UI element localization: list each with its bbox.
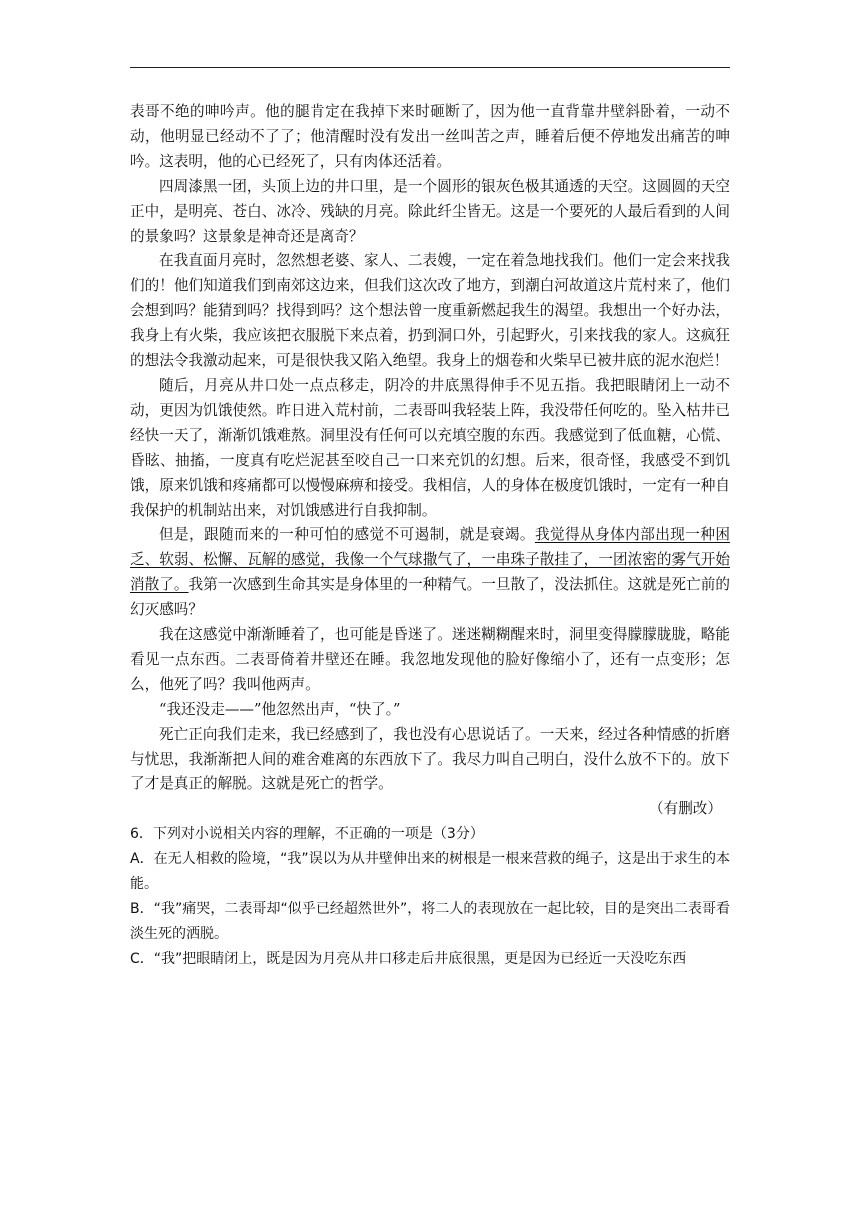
paragraph-5-tail: 我第一次感到生命其实是身体里的一种精气。一旦散了，没法抓住。这就是死亡前的幻灭感吗？	[130, 576, 730, 619]
option-a: A．在无人相救的险境，“我”误以为从井壁伸出来的树根是一根来营救的绳子，这是出于求生的本能。	[130, 851, 730, 893]
paragraph-5-lead: 但是，跟随而来的一种可怕的感觉不可遏制，就是衰竭。	[159, 526, 535, 544]
source-note: （有删改）	[649, 800, 722, 818]
paragraph-1: 表哥不绝的呻吟声。他的腿肯定在我掉下来时砸断了，因为他一直背靠井壁斜卧着，一动不动，他明显已经动不了了；他清醒时没有发出一丝叫苦之声，睡着后便不停地发出痛苦的呻吟。这表明，他的心已经死了，只有肉体还活着。	[130, 103, 730, 170]
paragraph-3: 在我直面月亮时，忽然想老婆、家人、二表嫂，一定在着急地找我们。他们一定会来找我们的！他们知道我们到南郊这边来，但我们这次改了地方，到潮白河故道这片荒村来了，他们会想到吗？能猜到吗？找得到吗？这个想法曾一度重新燃起我生的渴望。我想出一个好办法，我身上有火柴，我应该把衣服脱下来点着，扔到洞口外，引起野火，引来找我的家人。这疯狂的想法令我激动起来，可是很快我又陷入绝望。我身上的烟卷和火柴早已被井底的泥水泡烂！	[130, 252, 730, 370]
paragraph-6: 我在这感觉中渐渐睡着了，也可能是昏迷了。迷迷糊糊醒来时，洞里变得朦朦胧胧，略能看见一点东西。二表哥倚着井壁还在睡。我忽地发现他的脸好像缩小了，还有一点变形；怎么，他死了吗？我叫他两声。	[130, 626, 730, 693]
header-rule	[130, 67, 730, 68]
paragraph-8: 死亡正向我们走来，我已经感到了，我也没有心思说话了。一天来，经过各种情感的折磨与忧思，我渐渐把人间的难舍难离的东西放下了。我尽力叫自己明白，没什么放不下的。放下了才是真正的解脱。这就是死亡的哲学。	[130, 725, 730, 793]
option-c: C．“我”把眼睛闭上，既是因为月亮从井口移走后井底很黑，更是因为已经近一天没吃东西	[130, 950, 687, 967]
passage-body	[130, 100, 730, 972]
question-stem: 6．下列对小说相关内容的理解，不正确的一项是（3分）	[130, 826, 484, 843]
paragraph-4: 随后，月亮从井口处一点点移走，阴冷的井底黑得伸手不见五指。我把眼睛闭上一动不动，更因为饥饿使然。昨日进入荒村前，二表哥叫我轻装上阵，我没带任何吃的。坠入枯井已经快一天了，渐渐饥饿难熬。洞里没有任何可以充填空腹的东西。我感觉到了低血糖，心慌、昏眩、抽搐，一度真有吃烂泥甚至咬自己一口来充饥的幻想。后来，很奇怪，我感受不到饥饿，原来饥饿和疼痛都可以慢慢麻痹和接受。我相信，人的身体在极度饥饿时，一定有一种自我保护的机制站出来，对饥饿感进行自我抑制。	[130, 376, 730, 519]
paragraph-2: 四周漆黑一团，头顶上边的井口里，是一个圆形的银灰色极其通透的天空。这圆圆的天空正中，是明亮、苍白、冰冷、残缺的月亮。除此纤尘皆无。这是一个要死的人最后看到的人间的景象吗？这景象是神奇还是离奇？	[130, 177, 730, 245]
underlined-sentence: 我觉得从身体内部出现一种困乏、软弱、松懈、瓦解的感觉，我像一个气球撒气了，一串珠子散挂了，一团浓密的雾气开始消散了。	[130, 526, 730, 594]
paragraph-7: “我还没走——”他忽然出声，“快了。”	[159, 700, 401, 718]
paragraph-5	[130, 523, 730, 623]
option-b: B．“我”痛哭，二表哥却“似乎已经超然世外”，将二人的表现放在一起比较，目的是突出二表哥看淡生死的洒脱。	[130, 901, 730, 942]
